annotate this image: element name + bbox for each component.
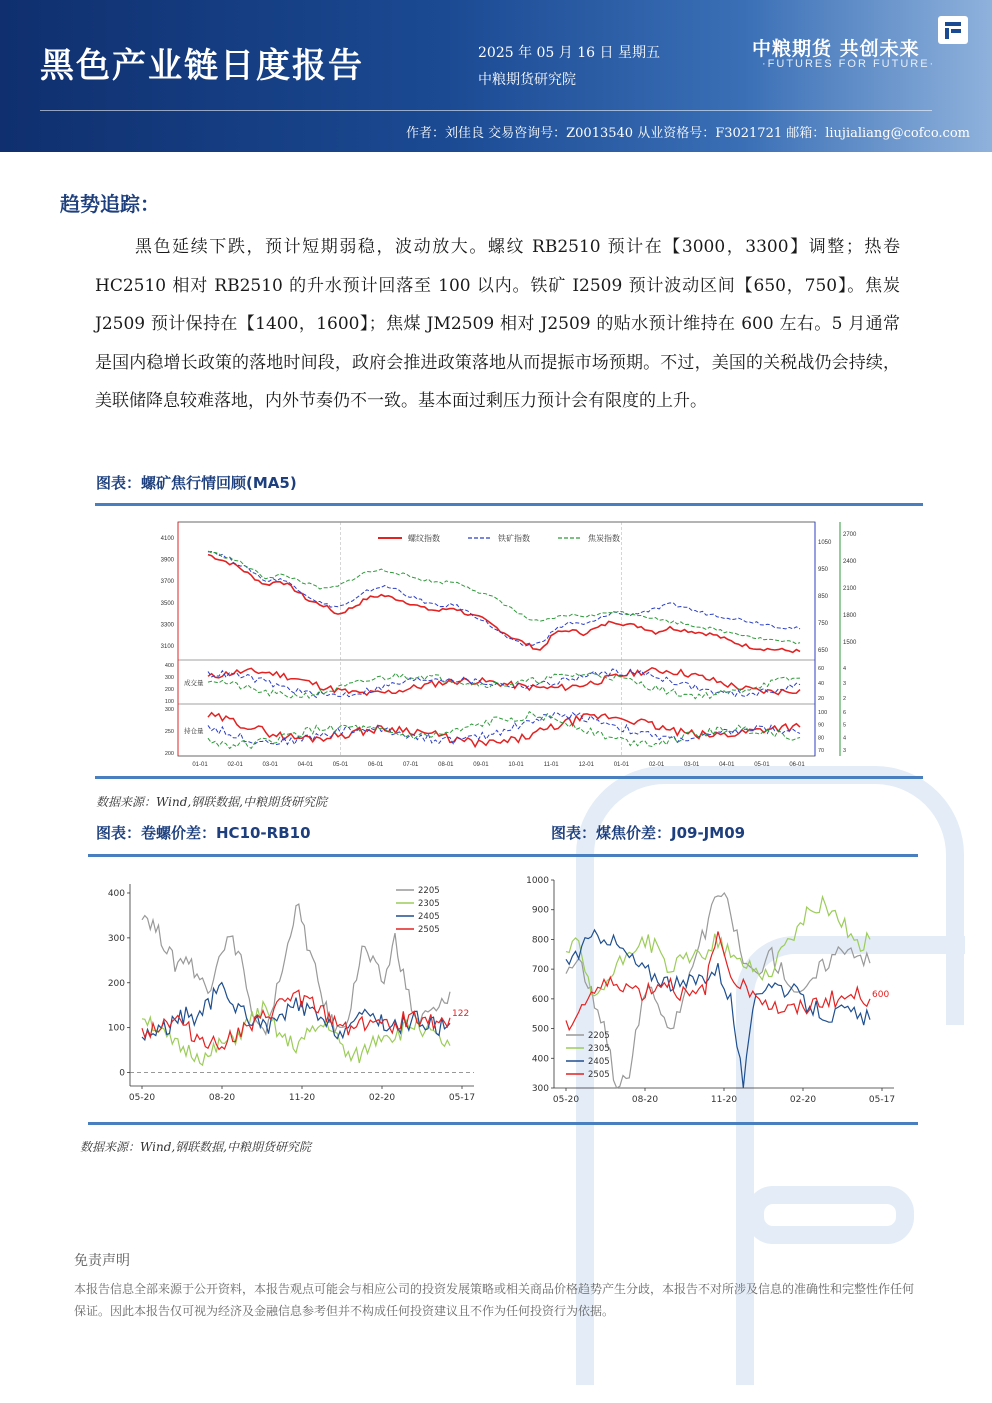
chart1-y-tick-left: 3500: [160, 600, 174, 607]
chart2-x-tick: 11-20: [288, 1093, 316, 1103]
chart1-x-tick: 11-01: [543, 762, 559, 768]
chart2-legend-label: 2205: [418, 886, 440, 896]
chart2-y-tick: 200: [107, 978, 125, 989]
chart1-sub-y-tick: 100: [818, 710, 828, 716]
chart-j-jm-spread: [520, 868, 910, 1110]
report-institute: 中粮期货研究院: [478, 72, 576, 88]
disclaimer-text: 本报告信息全部来源于公开资料，本报告观点可能会与相应公司的投资发展策略或相关商品价格趋势产生分歧，本报告不对所涉及信息的准确性和完整性作任何保证。因此本报告仅可视为经济及金融信息参考但并不构成任何投资建议且不作为任何投资行为依据。: [74, 1282, 915, 1318]
chart1-legend-label: 焦炭指数: [588, 534, 620, 543]
chart1-x-tick: 05-01: [754, 762, 770, 768]
figure1-bottom-bar: [95, 776, 923, 779]
figure1-source: 数据来源：Wind,钢联数据,中粮期货研究院: [96, 795, 328, 809]
chart1-x-tick: 04-01: [719, 762, 735, 768]
chart1-x-tick: 10-01: [508, 762, 524, 768]
chart1-sub-y-tick: 2: [843, 696, 847, 702]
chart1-y-tick-right2: 2100: [843, 586, 857, 592]
chart2-y-tick: 300: [107, 933, 125, 944]
chart1-x-tick: 02-01: [227, 762, 243, 768]
chart3-y-tick: 1000: [526, 876, 549, 886]
chart1-sub-y-tick: 200: [164, 687, 174, 693]
chart1-sub-series: [208, 673, 800, 699]
chart3-y-tick: 600: [531, 994, 549, 1005]
chart1-sub-y-tick: 20: [818, 696, 825, 702]
author-info: 作者：刘佳良 交易咨询号：Z0013540 从业资格号：F3021721 邮箱：liujialiang@cofco.com: [406, 126, 970, 141]
chart1-y-tick-right1: 650: [818, 648, 829, 654]
chart1-y-tick-left: 3900: [160, 557, 174, 564]
chart2-x-tick: 02-20: [368, 1093, 396, 1103]
chart1-y-tick-right2: 2400: [843, 559, 857, 565]
brand-slogan: ·FUTURES FOR FUTURE·: [762, 58, 936, 70]
figure2-label: 图表：卷螺价差：HC10-RB10: [96, 824, 311, 842]
chart3-x-tick: 02-20: [789, 1095, 817, 1105]
figure23-bottom-bar: [88, 1122, 918, 1125]
chart1-series-right1: [208, 552, 800, 646]
chart1-legend-label: 螺纹指数: [408, 534, 440, 543]
report-header: [0, 0, 992, 152]
chart2-x-tick: 05-20: [128, 1093, 156, 1103]
chart1-sub-y-tick: 3: [843, 748, 847, 754]
chart3-y-tick: 500: [531, 1024, 549, 1035]
chart1-sub-y-tick: 60: [818, 666, 825, 672]
chart1-x-tick: 07-01: [403, 762, 419, 768]
chart1-x-tick: 12-01: [578, 762, 594, 768]
chart3-x-tick: 05-20: [552, 1095, 580, 1105]
chart1-y-tick-right1: 850: [818, 594, 829, 600]
chart1-sub-y-tick: 6: [843, 710, 847, 716]
trend-paragraph: 黑色延续下跌，预计短期弱稳，波动放大。螺纹 RB2510 预计在【3000，3300】调整；热卷 HC2510 相对 RB2510 的升水预计回落至 100 以内。铁矿 I2509 预计波动区间【650，750】。焦炭 J2509 预计保持在【1400，1600】；焦煤 JM2509 相对 J2509 的贴水预计维持在 600 左右。5 月通常是国内稳增长政策的落地时间段，政府会推进政策落地从而提振市场预期。不过，美国的关税战仍会持续，美联储降息较难落地，内外节奏仍不一致。基本面过剩压力预计会有限度的上升。: [95, 237, 900, 411]
chart2-series-2405: [142, 983, 450, 1040]
chart1-y-tick-left: 3700: [160, 579, 174, 586]
chart1-sub-y-tick: 300: [164, 675, 174, 681]
chart1-y-tick-left: 3300: [160, 622, 174, 629]
chart1-panel-label: 成交量: [184, 679, 204, 687]
chart1-series-right2: [208, 551, 800, 644]
report-date: 2025 年 05 月 16 日 星期五: [478, 45, 660, 61]
chart3-last-value: 600: [872, 989, 890, 1000]
chart2-legend-label: 2305: [418, 899, 440, 909]
figure23-top-bar: [88, 854, 918, 857]
chart2-legend-label: 2505: [418, 925, 440, 935]
chart3-y-tick: 700: [531, 965, 549, 976]
chart1-sub-y-tick: 250: [164, 729, 174, 735]
chart1-y-tick-right2: 2700: [843, 532, 857, 538]
chart1-panel-label: 持仓量: [184, 727, 204, 735]
chart3-series-2205: [566, 893, 870, 1088]
chart3-y-tick: 400: [531, 1054, 549, 1065]
chart3-y-tick: 300: [531, 1084, 549, 1094]
chart1-sub-y-tick: 400: [164, 663, 174, 669]
chart3-legend-label: 2405: [588, 1057, 610, 1067]
disclaimer-title: 免责声明: [74, 1253, 130, 1269]
chart1-y-tick-right2: 1500: [843, 640, 857, 646]
header-divider: [40, 110, 932, 111]
chart2-series-2305: [142, 1002, 450, 1066]
logo-icon: [938, 16, 968, 44]
chart1-y-tick-left: 3100: [160, 644, 174, 650]
chart2-legend-label: 2405: [418, 912, 440, 922]
figure1-label: 图表：螺矿焦行情回顾(MA5): [96, 474, 297, 492]
chart1-sub-y-tick: 4: [843, 735, 847, 742]
chart2-x-tick: 05-17: [448, 1093, 476, 1103]
chart1-sub-y-tick: 5: [843, 722, 847, 729]
report-title: 黑色产业链日度报告: [40, 46, 364, 86]
chart2-y-tick: 100: [107, 1023, 125, 1034]
figure3-label: 图表：煤焦价差：J09-JM09: [551, 824, 746, 842]
brand-name: 中粮期货 共创未来: [752, 38, 920, 60]
chart1-sub-y-tick: 4: [843, 666, 847, 672]
chart2-x-tick: 08-20: [208, 1093, 236, 1103]
chart1-x-tick: 02-01: [648, 762, 665, 768]
chart1-x-tick: 01-01: [192, 762, 208, 768]
chart1-x-tick: 05-01: [332, 762, 349, 768]
chart1-y-tick-left: 4100: [160, 536, 174, 542]
chart1-sub-y-tick: 80: [818, 735, 825, 742]
chart1-x-tick: 06-01: [789, 762, 805, 768]
chart-hc-rb-spread: [100, 872, 490, 1110]
chart1-sub-y-tick: 90: [818, 722, 825, 729]
chart2-y-tick: 400: [107, 888, 125, 899]
chart-price-overview: [150, 518, 860, 768]
chart3-y-tick: 900: [531, 905, 549, 916]
chart1-x-tick: 03-01: [683, 762, 700, 768]
chart1-sub-y-tick: 100: [164, 699, 174, 705]
chart1-y-tick-right1: 750: [818, 621, 829, 627]
chart1-frame: [178, 522, 815, 756]
chart1-series-left: [208, 555, 800, 653]
chart2-y-tick: 0: [119, 1068, 125, 1079]
chart1-y-tick-right1: 1050: [818, 540, 832, 546]
chart3-x-tick: 11-20: [710, 1095, 738, 1105]
chart3-x-tick: 05-17: [868, 1095, 896, 1105]
chart1-sub-y-tick: 70: [818, 748, 825, 754]
chart3-legend-label: 2305: [588, 1044, 610, 1054]
chart3-legend-label: 2205: [588, 1031, 610, 1041]
chart3-legend-label: 2505: [588, 1070, 610, 1080]
chart3-x-tick: 08-20: [631, 1095, 659, 1105]
chart1-legend-label: 铁矿指数: [498, 534, 530, 543]
chart1-x-tick: 09-01: [473, 762, 489, 768]
chart1-sub-y-tick: 3: [843, 681, 847, 687]
chart1-sub-y-tick: 300: [164, 707, 174, 713]
chart1-sub-y-tick: 40: [818, 681, 825, 687]
chart1-y-tick-right1: 950: [818, 567, 829, 573]
chart1-x-tick: 01-01: [613, 762, 630, 768]
chart1-sub-y-tick: 200: [164, 751, 174, 757]
chart1-x-tick: 08-01: [438, 762, 454, 768]
chart2-last-value: 122: [452, 1008, 470, 1019]
figure1-top-bar: [95, 503, 923, 506]
chart1-x-tick: 06-01: [367, 762, 384, 768]
chart3-y-tick: 800: [531, 935, 549, 946]
chart1-x-tick: 04-01: [297, 762, 314, 768]
section-title: 趋势追踪：: [60, 192, 160, 216]
chart1-x-tick: 03-01: [262, 762, 278, 768]
chart1-y-tick-right2: 1800: [843, 613, 857, 619]
figure23-source: 数据来源：Wind,钢联数据,中粮期货研究院: [80, 1140, 312, 1154]
